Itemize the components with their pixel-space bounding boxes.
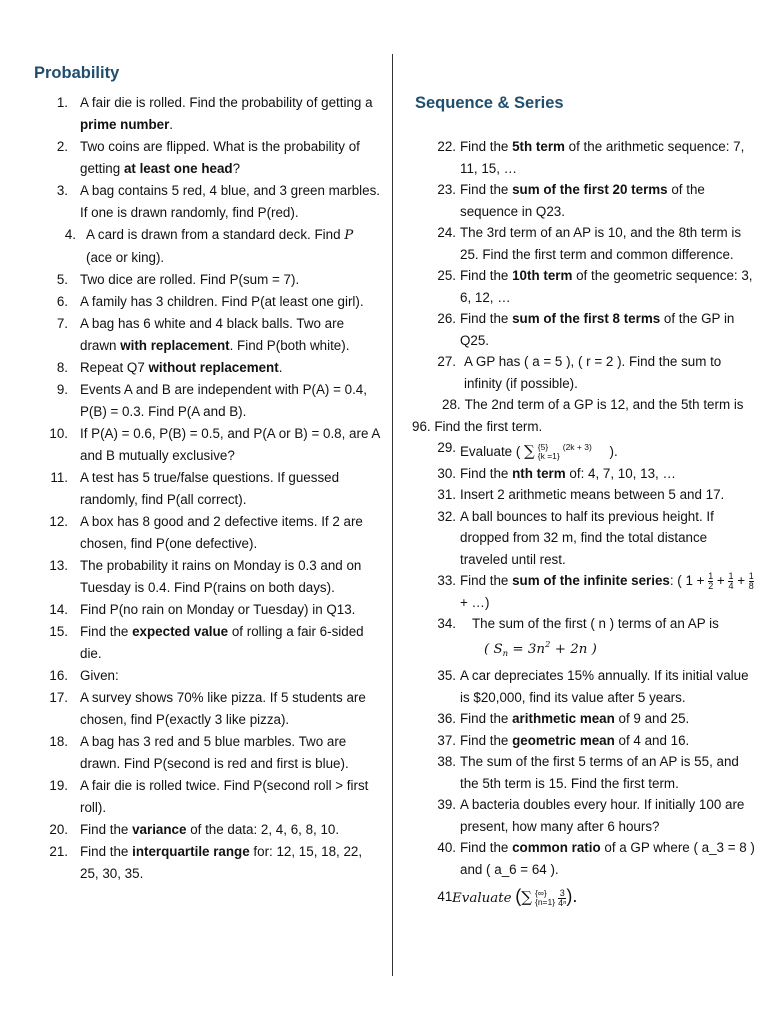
question-text: of the GP in Q25. (460, 311, 735, 348)
question-text: of a GP where ( a_3 = 8 ) and ( a_6 = 64 ). (460, 840, 755, 877)
question-number: 39. (437, 797, 456, 812)
question-item (412, 794, 757, 837)
question-text: The 2nd term of a GP is 12, and the 5th term is 96. Find the first term. (412, 397, 744, 434)
question-text: Find the (460, 465, 513, 481)
question-number: 40. (437, 840, 456, 855)
question-number: 1. (56, 95, 68, 110)
question-number: 35. (437, 668, 456, 683)
question-text: The probability it rains on Monday is 0.3 and on Tuesday is 0.4. Find P(rains on both days). (80, 558, 362, 595)
question-number: 32. (437, 508, 456, 524)
question-number: 30. (437, 465, 456, 481)
question-text: Repeat Q7 (80, 360, 149, 375)
question-number: 3. (56, 183, 68, 198)
bold-phrase: common ratio (512, 840, 601, 855)
question-text: ? (232, 161, 241, 176)
question-item (20, 841, 380, 885)
fraction-numerator: 1 (748, 570, 754, 581)
question-number: 26. (437, 311, 456, 326)
question-item (20, 92, 380, 136)
question-item (20, 180, 380, 224)
section-title-sequence-series: Sequence & Series (415, 94, 564, 112)
section-title-probability: Probability (34, 64, 120, 82)
question-item (412, 463, 757, 485)
question-number: 37. (437, 732, 456, 748)
question-item (412, 751, 757, 794)
question-item (20, 621, 380, 665)
question-text: Find the (80, 624, 133, 639)
question-text: Find the (460, 573, 513, 588)
question-text: Insert 2 arithmetic means between 5 and 17. (460, 487, 725, 502)
question-text: A bag has 6 white and 4 black balls. Two are drawn (80, 316, 345, 353)
question-text: The sum of the first ( n ) terms of an AP is (472, 616, 719, 631)
question-text: A GP has ( a = 5 ), ( r = 2 ). Find the sum to infinity (if possible). (464, 354, 722, 391)
fraction-denominator: 2 (708, 580, 714, 591)
bold-phrase: interquartile range (132, 844, 250, 859)
question-item (20, 379, 380, 423)
formula-term: = 3n (508, 641, 546, 657)
formula-subscript: n (502, 648, 509, 659)
question-item (20, 467, 380, 511)
question-number: 33. (437, 573, 456, 588)
fraction-denominator: 4ⁿ (558, 897, 567, 908)
question-item (412, 437, 757, 463)
question-text: Find the (80, 822, 133, 837)
fraction-denominator: 8 (748, 580, 754, 591)
bold-phrase: expected value (132, 624, 229, 639)
question-number: 14. (49, 602, 68, 617)
question-text: The 3rd term of an AP is 10, and the 8th term is 25. Find the first term and common difference. (460, 225, 742, 262)
question-item (20, 775, 380, 819)
question-item (412, 136, 757, 179)
question-item (20, 269, 380, 291)
fraction-numerator: 1 (728, 570, 734, 581)
question-text: A car depreciates 15% annually. If its initial value is $20,000, find its value after 5 years. (460, 668, 749, 705)
fraction (708, 572, 713, 591)
sum-formula: ( $S_n = 3n^2 + 2n$ ) (484, 639, 597, 659)
question-item (20, 687, 380, 731)
question-text: A bacteria doubles every hour. If initially 100 are present, how many after 6 hours? (460, 797, 745, 834)
question-number: 15. (49, 624, 68, 639)
sigma-icon: ∑ (524, 442, 535, 460)
question-number: 8. (56, 360, 68, 375)
question-text: Find the (460, 311, 513, 326)
question-item (20, 357, 380, 379)
bold-phrase: geometric mean (512, 732, 615, 748)
question-item (412, 394, 752, 437)
question-number: 19. (49, 778, 68, 793)
question-item (20, 136, 380, 180)
question-text: Two coins are flipped. What is the probability of getting (80, 139, 360, 176)
question-number: 24. (437, 225, 456, 240)
fraction-numerator: 3 (559, 887, 565, 898)
question-item (20, 599, 380, 621)
question-text: A test has 5 true/false questions. If guessed randomly, find P(all correct). (80, 470, 340, 507)
question-number: 4. (64, 227, 76, 242)
question-text: Find the (460, 268, 513, 283)
question-number: 34. (437, 616, 456, 631)
question-text: of rolling a fair 6-sided die. (80, 624, 364, 661)
question-item (20, 555, 380, 599)
sigma-icon: ∑ (521, 888, 532, 906)
question-text: A bag contains 5 red, 4 blue, and 3 green marbles. If one is drawn randomly, find P(red). (80, 183, 381, 220)
question-text: of the sequence in Q23. (460, 182, 705, 219)
question-text: of the geometric sequence: 3, 6, 12, … (460, 268, 753, 305)
question-number: 18. (49, 734, 68, 749)
question-number: 20. (49, 822, 68, 837)
question-text: A ball bounces to half its previous height. If dropped from 32 m, find the total distance traveled until rest. (460, 508, 714, 567)
question-text: Given: (80, 668, 119, 683)
question-item (20, 291, 380, 313)
fraction-denominator: 4 (728, 580, 734, 591)
question-text: Evaluate ( (460, 444, 521, 459)
question-item (412, 708, 757, 730)
question-item (20, 511, 380, 555)
question-item (412, 222, 757, 265)
probability-question-list (20, 92, 380, 885)
question-item (412, 179, 757, 222)
question-item (412, 484, 757, 506)
question-text: A family has 3 children. Find P(at least one girl). (80, 294, 364, 309)
question-item (20, 313, 380, 357)
question-text: The sum of the first 5 terms of an AP is 55, and the 5th term is 15. Find the first term. (460, 754, 739, 791)
sigma-lower-limit: {n=1} (534, 897, 556, 908)
question-number: 17. (49, 690, 68, 705)
fraction (749, 572, 754, 591)
question-text: A bag has 3 red and 5 blue marbles. Two are drawn. Find P(second is red and first is blue). (80, 734, 349, 771)
bold-phrase: at least one head (123, 161, 233, 176)
bold-phrase: 5th term (512, 139, 565, 154)
question-item (20, 731, 380, 775)
bold-phrase: variance (132, 822, 187, 837)
question-number: 5. (56, 272, 68, 287)
bold-phrase: 10th term (512, 268, 573, 283)
question-item (412, 613, 757, 665)
question-text: A fair die is rolled. Find the probability of getting a (80, 95, 373, 110)
formula-exponent: 2 (545, 639, 551, 650)
question-text: Events A and B are independent with P(A) = 0.4, P(B) = 0.3. Find P(A and B). (80, 382, 367, 419)
sigma-upper-limit: {5} (537, 442, 549, 453)
question-number: 29. (437, 440, 456, 455)
question-item (412, 837, 757, 880)
question-item (412, 265, 757, 308)
bold-phrase: with replacement (120, 338, 230, 353)
question-number: 10. (49, 426, 68, 441)
bold-phrase: prime number (80, 117, 170, 132)
fraction (728, 572, 733, 591)
question-number: 7. (56, 316, 68, 331)
question-number: 31. (437, 487, 456, 502)
formula-term: + 2n (550, 641, 588, 657)
question-text: A box has 8 good and 2 defective items. If 2 are chosen, find P(one defective). (80, 514, 363, 551)
question-number: 38. (437, 754, 456, 769)
question-item (412, 506, 757, 571)
question-item (412, 351, 757, 394)
question-number: 28. (442, 397, 461, 412)
question-number: 41. (437, 889, 456, 904)
column-divider (392, 54, 393, 976)
question-item: 33. Find the sum of the infinite series: ( 1 + $\frac{1}{2}$ + $\frac{1}{4}$ + $\frac{1}{8}$ + …) (412, 570, 757, 613)
question-number: 13. (49, 558, 68, 573)
question-text: : ( 1 + (669, 573, 709, 588)
question-text: . (169, 117, 174, 132)
question-text: A survey shows 70% like pizza. If 5 students are chosen, find P(exactly 3 like pizza). (80, 690, 366, 727)
question-number: 6. (56, 294, 68, 309)
question-text: of the arithmetic sequence: 7, 11, 15, … (460, 139, 745, 176)
question-text: If P(A) = 0.6, P(B) = 0.5, and P(A or B) = 0.8, are A and B mutually exclusive? (80, 426, 380, 463)
question-text: of 4 and 16. (614, 732, 690, 748)
question-number: 23. (437, 182, 456, 197)
question-text: Find the (460, 840, 513, 855)
question-item: 41. Evaluate (∑ {∞} {n=1} $\frac{3}{\text{4ⁿ}}$ ). (412, 880, 757, 910)
question-item (20, 224, 380, 269)
question-item (20, 423, 380, 467)
question-item (20, 665, 380, 687)
fraction-numerator: 1 (708, 570, 714, 581)
sequence-question-list (412, 136, 757, 910)
question-text: . (278, 360, 283, 375)
question-number: 9. (56, 382, 68, 397)
question-text: of the data: 2, 4, 6, 8, 10. (186, 822, 340, 837)
question-item (412, 308, 757, 351)
question-number: 2. (56, 139, 68, 154)
sigma-lower-limit: {k =1} (537, 451, 560, 462)
question-text: Find the (80, 844, 133, 859)
question-text: Find the (460, 711, 513, 726)
question-text: ). (605, 444, 618, 459)
question-number: 12. (49, 514, 68, 529)
sigma-upper-limit: {∞} (534, 888, 547, 899)
question-number: 36. (437, 711, 456, 726)
bold-phrase: without replacement (148, 360, 279, 375)
bold-phrase: sum of the first 8 terms (512, 311, 661, 326)
question-number: 25. (437, 268, 456, 283)
question-text: Find the (460, 732, 513, 748)
question-item (20, 819, 380, 841)
question-number: 27. (437, 354, 456, 369)
question-number: 22. (437, 139, 456, 154)
question-item (412, 730, 757, 752)
sigma-expression: (2k + 3) (562, 442, 592, 452)
question-text: Find the (460, 182, 513, 197)
question-text: of 9 and 25. (614, 711, 690, 726)
question-text: Find the (460, 139, 513, 154)
formula-symbol: S (493, 641, 503, 657)
series-tail: …) (471, 594, 490, 610)
bold-phrase: arithmetic mean (512, 711, 615, 726)
question-text: A card is drawn from a standard deck. Find (86, 227, 341, 242)
bold-phrase: sum of the first 20 terms (512, 182, 668, 197)
question-text: (ace or king). (86, 250, 165, 265)
question-item (412, 665, 757, 708)
question-text: . Find P(both white). (229, 338, 350, 353)
bold-phrase: nth term (512, 465, 566, 481)
question-text: Evaluate (452, 891, 512, 906)
question-number: 21. (49, 844, 68, 859)
math-symbol: P (344, 228, 354, 243)
question-text: A fair die is rolled twice. Find P(second roll > first roll). (80, 778, 369, 815)
question-text: Two dice are rolled. Find P(sum = 7). (80, 272, 300, 287)
question-number: 11. (50, 470, 68, 485)
question-text: of: 4, 7, 10, 13, … (565, 465, 676, 481)
question-text: Find P(no rain on Monday or Tuesday) in Q13. (80, 602, 356, 617)
bold-phrase: sum of the infinite series (512, 573, 670, 588)
question-text: for: 12, 15, 18, 22, 25, 30, 35. (80, 844, 363, 881)
question-number: 16. (49, 668, 68, 683)
